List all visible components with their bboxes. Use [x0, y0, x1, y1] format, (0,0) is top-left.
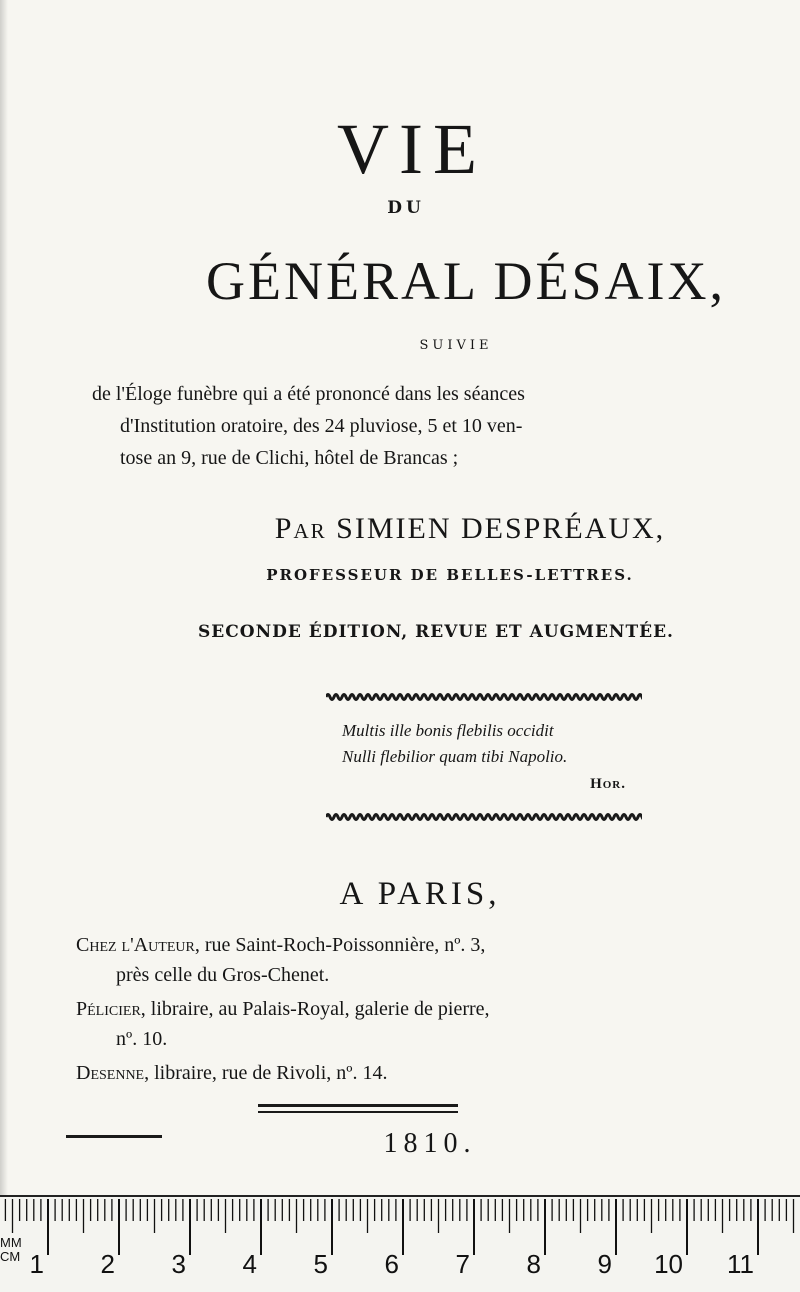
ruler-number: 10 — [654, 1249, 683, 1279]
ruler-unit-mm: MM — [0, 1235, 22, 1250]
measurement-ruler — [0, 1195, 800, 1292]
description-line-2: d'Institution oratoire, des 24 pluviose, 5 et 10 ven- — [120, 415, 523, 437]
seller-2-name: Pélicier — [76, 998, 141, 1020]
ruler-number: 1 — [29, 1249, 44, 1279]
author-par: Par — [274, 512, 327, 545]
publication-year: 1810. — [383, 1128, 477, 1159]
ruler-unit-cm: CM — [0, 1249, 21, 1264]
wavy-rule-bottom — [326, 810, 642, 824]
seller-3 — [76, 1058, 666, 1088]
ruler-number: 3 — [171, 1249, 186, 1279]
epigraph-line-1: Multis ille bonis flebilis occidit — [342, 721, 554, 740]
ruler-number: 7 — [455, 1249, 470, 1279]
edition-statement: SECONDE ÉDITION, REVUE ET AUGMENTÉE. — [198, 622, 674, 642]
suivie-label: SUIVIE — [419, 338, 493, 353]
seller-1-address: , rue Saint-Roch-Poissonnière, nº. 3, — [194, 934, 486, 956]
author-profession: PROFESSEUR DE BELLES-LETTRES. — [266, 566, 634, 584]
description-line-3: tose an 9, rue de Clichi, hôtel de Brancas ; — [120, 447, 459, 469]
ruler-number: 8 — [526, 1249, 541, 1279]
title-general-desaix: GÉNÉRAL DÉSAIX, — [206, 251, 726, 311]
double-rule-top — [258, 1104, 458, 1107]
seller-3-name: Desenne — [76, 1062, 145, 1084]
author-line — [0, 512, 800, 546]
ruler-number: 9 — [597, 1249, 612, 1279]
seller-1 — [76, 930, 666, 990]
description-block — [92, 378, 662, 474]
seller-1-name: Chez l'Auteur — [76, 934, 195, 956]
seller-1-address-cont: près celle du Gros-Chenet. — [116, 964, 330, 986]
wavy-rule-top — [326, 690, 642, 704]
double-rule-bottom — [258, 1111, 458, 1113]
ruler-scale — [0, 1197, 800, 1292]
seller-2-address: , libraire, au Palais-Royal, galerie de pierre, — [140, 998, 490, 1020]
epigraph-line-2: Nulli flebilior quam tibi Napolio. — [342, 747, 568, 766]
title-vie: VIE — [337, 109, 487, 189]
author-name: SIMIEN DESPRÉAUX, — [336, 512, 666, 545]
ruler-number: 5 — [313, 1249, 328, 1279]
description-line-1: de l'Éloge funèbre qui a été prononcé dans les séances — [92, 383, 525, 405]
ruler-number: 4 — [242, 1249, 257, 1279]
ruler-units — [0, 1236, 22, 1264]
ruler-number: 6 — [384, 1249, 399, 1279]
epigraph — [342, 718, 632, 770]
seller-2-address-cont: nº. 10. — [116, 1028, 168, 1050]
epigraph-attribution: Hor. — [590, 776, 626, 792]
seller-3-address: , libraire, rue de Rivoli, nº. 14. — [144, 1062, 388, 1084]
seller-2 — [76, 994, 666, 1054]
imprint-city: A PARIS, — [339, 876, 501, 912]
title-du: DU — [387, 198, 425, 218]
ruler-number: 11 — [727, 1249, 754, 1279]
ruler-number: 2 — [100, 1249, 115, 1279]
